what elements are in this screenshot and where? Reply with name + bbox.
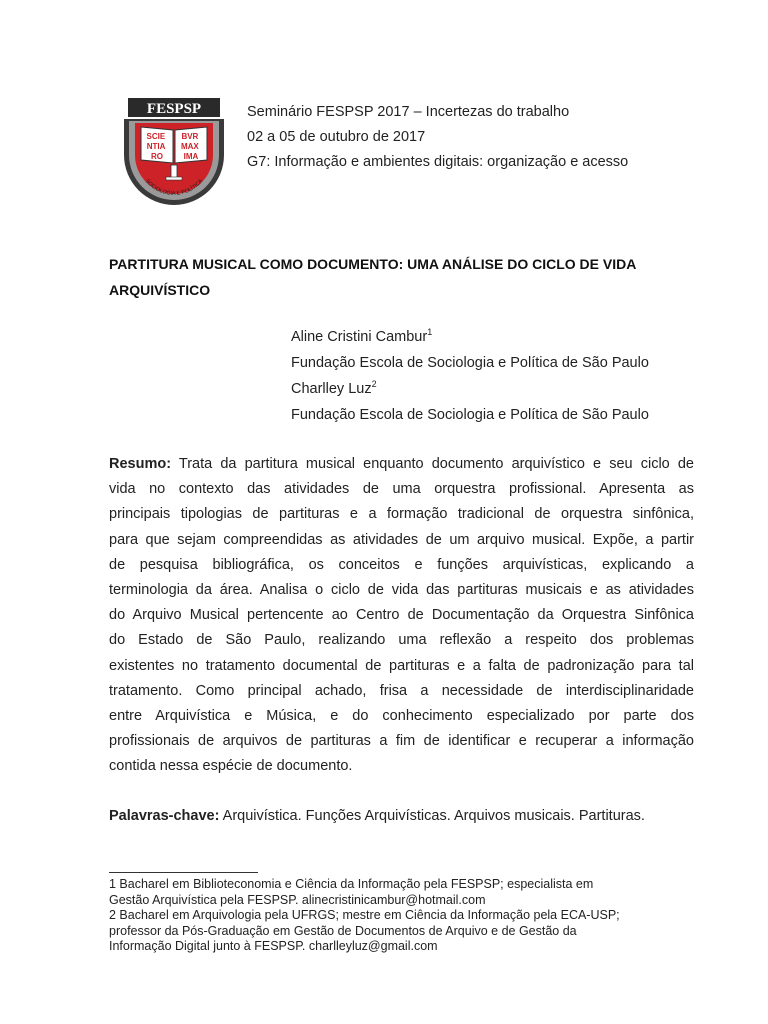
author-affiliation: Fundação Escola de Sociologia e Política de São Paulo	[291, 355, 649, 371]
paper-title-line: ARQUIVÍSTICO	[109, 282, 211, 298]
footnote-line: 2 Bacharel em Arquivologia pela UFRGS; mestre em Ciência da Informação pela ECA-USP;	[109, 908, 620, 922]
footnotes	[109, 877, 709, 955]
abstract-line: principais tipologias de partituras e a formação tradicional de orquestra sinfônica,	[109, 506, 694, 523]
keywords-label: Palavras-chave:	[109, 808, 220, 824]
abstract-line: contida nessa espécie de documento.	[109, 758, 353, 775]
footnote-marker: 2	[371, 379, 377, 389]
abstract-line: existentes no tratamento documental de partituras e a falta de padronização para tal	[109, 657, 694, 674]
abstract-line: vida no contexto das atividades de uma orquestra profissional. Apresenta as	[109, 481, 694, 498]
abstract-line: profissionais de arquivos de partituras a fim de identificar e recuperar a informação	[109, 733, 694, 750]
author	[291, 376, 649, 402]
logo-book-text: SCIE	[146, 132, 166, 141]
author-name: Aline Cristini Cambur	[291, 329, 428, 345]
logo-book-text: IMA	[183, 152, 199, 161]
conference-group: G7: Informação e ambientes digitais: organização e acesso	[247, 154, 629, 170]
keywords-text: Arquivística. Funções Arquivísticas. Arquivos musicais. Partituras.	[219, 808, 645, 824]
logo-book-text: RO	[151, 152, 163, 161]
abstract-line	[109, 452, 694, 477]
logo-ring-text: SOCIOLOGIA E POLÍTICA	[143, 178, 205, 198]
conference-dates: 02 a 05 de outubro de 2017	[247, 129, 426, 145]
abstract-line: entre Arquivística e Música, e do conhecimento especializado por parte dos	[109, 707, 694, 724]
svg-text:BVR MAX IMA	[181, 132, 201, 161]
footnote-divider	[109, 872, 258, 873]
keywords	[109, 803, 645, 829]
logo-book-text: BVR	[181, 132, 199, 141]
footnote-line: Gestão Arquivística pela FESPSP. alinecristinicambur@hotmail.com	[109, 892, 486, 907]
abstract-line: para que sejam compreendidas as atividades de um arquivo musical. Expõe, a partir	[109, 531, 694, 548]
author-name: Charlley Luz	[291, 381, 372, 397]
footnote-marker: 1	[427, 327, 433, 337]
conference-title: Seminário FESPSP 2017 – Incertezas do trabalho	[247, 104, 570, 120]
abstract-line: terminologia da área. Analisa o ciclo de vida das partituras musicais e as atividades	[109, 581, 694, 598]
logo-book-text: NTIA	[146, 142, 166, 151]
fespsp-logo	[118, 97, 230, 209]
authors-block	[291, 324, 649, 428]
abstract	[109, 452, 694, 779]
abstract-label: Resumo:	[109, 456, 172, 472]
abstract-line: do Estado de São Paulo, realizando uma reflexão a respeito dos problemas	[109, 632, 694, 649]
footnote-line: 1 Bacharel em Biblioteconomia e Ciência da Informação pela FESPSP; especialista em	[109, 877, 594, 891]
author-affiliation: Fundação Escola de Sociologia e Política de São Paulo	[291, 407, 649, 423]
logo-book-text: MAX	[180, 142, 199, 151]
logo-name: FESPSP	[146, 101, 202, 117]
footnote-line: professor da Pós-Graduação em Gestão de Documentos de Arquivo e de Gestão da	[109, 923, 577, 938]
footnote-line: Informação Digital junto à FESPSP. charlleyluz@gmail.com	[109, 939, 438, 953]
abstract-line: do Arquivo Musical pertencente ao Centro de Documentação da Orquestra Sinfônica	[109, 607, 694, 624]
paper-title	[109, 251, 699, 303]
abstract-text: Trata da partitura musical enquanto documento arquivístico e seu ciclo de	[178, 456, 694, 472]
author	[291, 324, 649, 350]
conference-header	[247, 100, 628, 175]
abstract-line: de pesquisa bibliográfica, os conceitos e funções arquivísticas, explicando a	[109, 556, 694, 573]
paper-title-line: PARTITURA MUSICAL COMO DOCUMENTO: UMA ANÁLISE DO CICLO DE VIDA	[109, 256, 637, 272]
abstract-line: tratamento. Como principal achado, frisa a necessidade de interdisciplinaridade	[109, 682, 694, 699]
